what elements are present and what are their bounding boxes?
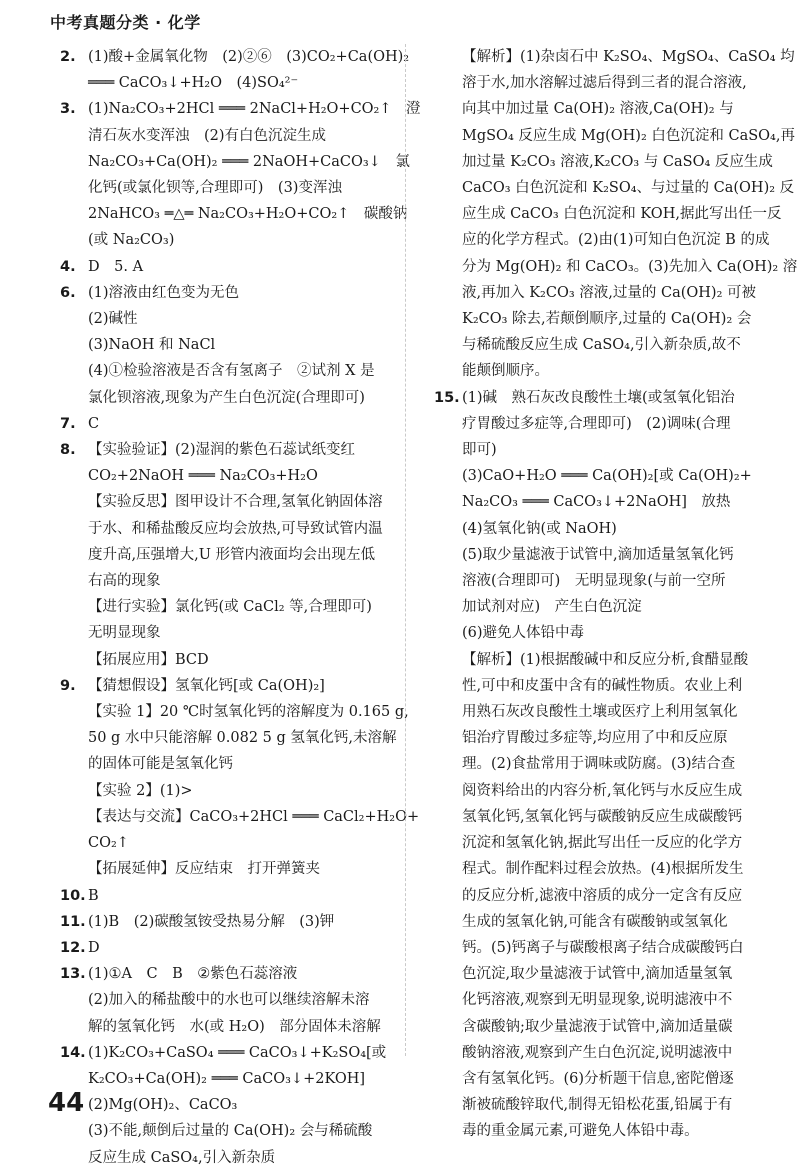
answer-block xyxy=(60,254,385,280)
answer-block xyxy=(60,44,410,96)
answer-line: 50 g 水中只能溶解 0.082 5 g 氢氧化钙,未溶解 xyxy=(88,730,397,747)
answer-line: 溶于水,加水溶解过滤后得到三者的混合溶液, xyxy=(462,75,747,92)
answer-line: 【猜想假设】氢氧化钙[或 Ca(OH)₂] xyxy=(88,677,325,694)
answer-line: 用熟石灰改良酸性土壤或医疗上利用氢氧化 xyxy=(462,704,738,721)
question-number: 7. xyxy=(60,415,76,432)
answer-line: 度升高,压强增大,U 形管内液面均会出现左低 xyxy=(88,546,376,563)
answer-line: 沉淀和氢氧化钠,据此写出任一反应的化学方 xyxy=(462,835,743,852)
question-number: 6. xyxy=(60,284,76,301)
question-number: 12. xyxy=(60,939,86,956)
answer-line: 应的化学方程式。(2)由(1)可知白色沉淀 B 的成 xyxy=(462,232,770,249)
answer-line: 【实验验证】(2)湿润的紫色石蕊试纸变红 xyxy=(88,442,356,459)
answer-line: 【实验 2】(1)> xyxy=(88,782,193,799)
answer-block xyxy=(60,961,385,1040)
question-number: 3. xyxy=(60,101,76,118)
answer-line: Na₂CO₃ ═══ CaCO₃↓+2NaOH] 放热 xyxy=(462,494,731,511)
answer-line: (2)加入的稀盐酸中的水也可以继续溶解未溶 xyxy=(88,992,370,1009)
answer-line: CaCO₃ 白色沉淀和 K₂SO₄、与过量的 Ca(OH)₂ 反 xyxy=(462,180,795,197)
page-number: 44 xyxy=(48,1088,85,1118)
answer-block xyxy=(60,411,385,437)
answer-line: 无明显现象 xyxy=(88,625,161,642)
answer-block xyxy=(60,909,385,935)
answer-block xyxy=(60,883,385,909)
answer-line: 的固体可能是氢氧化钙 xyxy=(88,756,233,773)
question-number: 13. xyxy=(60,966,86,983)
answer-line: 阅资料给出的内容分析,氧化钙与水反应生成 xyxy=(462,782,743,799)
answer-line: 【解析】(1)根据酸碱中和反应分析,食醋显酸 xyxy=(462,651,749,668)
answer-line: B xyxy=(88,887,99,904)
left-column xyxy=(60,44,421,1171)
right-column xyxy=(434,44,798,1145)
answer-line: 分为 Mg(OH)₂ 和 CaCO₃。(3)先加入 Ca(OH)₂ 溶 xyxy=(462,258,798,275)
answer-line: 氯化钡溶液,现象为产生白色沉淀(合理即可) xyxy=(88,389,365,406)
column-divider xyxy=(405,44,406,1056)
answer-line: (1)Na₂CO₃+2HCl ═══ 2NaCl+H₂O+CO₂↑ 澄 xyxy=(88,101,421,118)
answer-block xyxy=(60,1040,385,1171)
answer-line: 向其中加过量 Ca(OH)₂ 溶液,Ca(OH)₂ 与 xyxy=(462,101,734,118)
answer-line: K₂CO₃ 除去,若颠倒顺序,过量的 Ca(OH)₂ 会 xyxy=(462,311,752,328)
answer-line: 加过量 K₂CO₃ 溶液,K₂CO₃ 与 CaSO₄ 反应生成 xyxy=(462,153,773,170)
answer-line: (1)B (2)碳酸氢铵受热易分解 (3)钾 xyxy=(88,913,335,930)
answer-line: (1)①A C B ②紫色石蕊溶液 xyxy=(88,966,298,983)
answer-line: 【实验反思】图甲设计不合理,氢氧化钠固体溶 xyxy=(88,494,383,511)
answer-line: 疗胃酸过多症等,合理即可) (2)调味(合理 xyxy=(462,415,731,432)
answer-line: (2)碱性 xyxy=(88,311,138,328)
answer-line: 理。(2)食盐常用于调味或防腐。(3)结合查 xyxy=(462,756,736,773)
answer-line: 于水、和稀盐酸反应均会放热,可导致试管内温 xyxy=(88,520,383,537)
answer-block xyxy=(434,647,752,1145)
answer-line: (或 Na₂CO₃) xyxy=(88,232,175,249)
answer-line: (3)不能,颠倒后过量的 Ca(OH)₂ 会与稀硫酸 xyxy=(88,1123,373,1140)
answer-line: 含有氢氧化钙。(6)分析题干信息,密陀僧逐 xyxy=(462,1070,734,1087)
answer-line: 毒的重金属元素,可避免人体铅中毒。 xyxy=(462,1123,699,1140)
answer-line: 化钙溶液,观察到无明显现象,说明滤液中不 xyxy=(462,992,733,1009)
answer-line: 应生成 CaCO₃ 白色沉淀和 KOH,据此写出任一反 xyxy=(462,206,782,223)
answer-line: (1)溶液由红色变为无色 xyxy=(88,284,240,301)
answer-line: (1)酸+金属氧化物 (2)②⑥ (3)CO₂+Ca(OH)₂ xyxy=(88,49,410,65)
answer-line: 液,再加入 K₂CO₃ 溶液,过量的 Ca(OH)₂ 可被 xyxy=(462,284,756,301)
answer-line: 解的氢氧化钙 水(或 H₂O) 部分固体未溶解 xyxy=(88,1018,381,1035)
answer-line: 生成的氢氧化钠,可能含有碳酸钠或氢氧化 xyxy=(462,913,728,930)
question-number: 11. xyxy=(60,913,86,930)
answer-line: 2NaHCO₃ ═△═ Na₂CO₃+H₂O+CO₂↑ 碳酸钠 xyxy=(88,206,408,223)
answer-block xyxy=(60,437,385,673)
answer-line: D 5. A xyxy=(88,258,144,275)
answer-line: CO₂↑ xyxy=(88,835,129,852)
answer-line: (1)K₂CO₃+CaSO₄ ═══ CaCO₃↓+K₂SO₄[或 xyxy=(88,1044,387,1061)
answer-block xyxy=(60,935,385,961)
answer-line: 溶液(合理即可) 无明显现象(与前一空所 xyxy=(462,573,726,590)
question-number: 14. xyxy=(60,1044,86,1061)
answer-line: C xyxy=(88,415,100,432)
answer-line: 【实验 1】20 ℃时氢氧化钙的溶解度为 0.165 g, xyxy=(88,704,409,721)
answer-line: (3)CaO+H₂O ═══ Ca(OH)₂[或 Ca(OH)₂+ xyxy=(462,468,752,485)
answer-line: CO₂+2NaOH ═══ Na₂CO₃+H₂O xyxy=(88,468,318,485)
answer-line: 色沉淀,取少量滤液于试管中,滴加适量氢氧 xyxy=(462,966,733,983)
answer-line: (4)①检验溶液是否含有氢离子 ②试剂 X 是 xyxy=(88,363,375,380)
answer-line: 性,可中和皮蛋中含有的碱性物质。农业上利 xyxy=(462,677,743,694)
answer-line: (2)Mg(OH)₂、CaCO₃ xyxy=(88,1097,238,1114)
question-number: 15. xyxy=(434,389,460,406)
answer-block xyxy=(60,96,421,253)
answer-line: 加试剂对应) 产生白色沉淀 xyxy=(462,599,642,616)
question-number: 2. xyxy=(60,49,76,65)
answer-line: 酸钠溶液,观察到产生白色沉淀,说明滤液中 xyxy=(462,1044,733,1061)
answer-line: 【表达与交流】CaCO₃+2HCl ═══ CaCl₂+H₂O+ xyxy=(88,808,420,825)
answer-line: (6)避免人体铅中毒 xyxy=(462,625,585,642)
answer-block xyxy=(434,385,752,647)
answer-line: Na₂CO₃+Ca(OH)₂ ═══ 2NaOH+CaCO₃↓ 氯 xyxy=(88,153,410,170)
answer-line: MgSO₄ 反应生成 Mg(OH)₂ 白色沉淀和 CaSO₄,再 xyxy=(462,127,795,144)
answer-line: 氢氧化钙,氢氧化钙与碳酸钠反应生成碳酸钙 xyxy=(462,808,743,825)
answer-line: (3)NaOH 和 NaCl xyxy=(88,337,216,354)
answer-line: 即可) xyxy=(462,442,497,459)
page-header: 中考真题分类 · 化学 xyxy=(50,13,201,32)
answer-line: 与稀硫酸反应生成 CaSO₄,引入新杂质,故不 xyxy=(462,337,741,354)
answer-line: K₂CO₃+Ca(OH)₂ ═══ CaCO₃↓+2KOH] xyxy=(88,1070,366,1087)
answer-block xyxy=(60,280,385,411)
answer-line: D xyxy=(88,939,100,956)
question-number: 4. xyxy=(60,258,76,275)
answer-line: 钙。(5)钙离子与碳酸根离子结合成碳酸钙白 xyxy=(462,939,744,956)
answer-line: 【解析】(1)杂卤石中 K₂SO₄、MgSO₄、CaSO₄ 均 xyxy=(462,49,795,65)
answer-line: (1)碱 熟石灰改良酸性土壤(或氢氧化铝治 xyxy=(462,389,735,406)
question-number: 9. xyxy=(60,677,76,694)
answer-line: ═══ CaCO₃↓+H₂O (4)SO₄²⁻ xyxy=(88,75,299,92)
answer-line: 的反应分析,滤液中溶质的成分一定含有反应 xyxy=(462,887,743,904)
answer-line: 含碳酸钠;取少量滤液于试管中,滴加适量碳 xyxy=(462,1018,733,1035)
answer-line: (5)取少量滤液于试管中,滴加适量氢氧化钙 xyxy=(462,546,734,563)
answer-block xyxy=(434,44,798,385)
answer-line: 铝治疗胃酸过多症等,均应用了中和反应原 xyxy=(462,730,728,747)
question-number: 10. xyxy=(60,887,86,904)
answer-line: 清石灰水变浑浊 (2)有白色沉淀生成 xyxy=(88,127,327,144)
answer-line: 程式。制作配料过程会放热。(4)根据所发生 xyxy=(462,861,744,878)
answer-line: 【进行实验】氯化钙(或 CaCl₂ 等,合理即可) xyxy=(88,599,372,616)
question-number: 8. xyxy=(60,442,76,459)
answer-line: 化钙(或氯化钡等,合理即可) (3)变浑浊 xyxy=(88,180,342,197)
answer-line: 渐被硫酸锌取代,制得无铅松花蛋,铅属于有 xyxy=(462,1097,733,1114)
answer-line: 能颠倒顺序。 xyxy=(462,363,549,380)
answer-line: 反应生成 CaSO₄,引入新杂质 xyxy=(88,1149,276,1166)
answer-line: 右高的现象 xyxy=(88,573,161,590)
answer-block xyxy=(60,673,420,883)
answer-line: 【拓展延伸】反应结束 打开弹簧夹 xyxy=(88,861,320,878)
answer-line: 【拓展应用】BCD xyxy=(88,651,209,668)
answer-line: (4)氢氧化钠(或 NaOH) xyxy=(462,520,617,537)
